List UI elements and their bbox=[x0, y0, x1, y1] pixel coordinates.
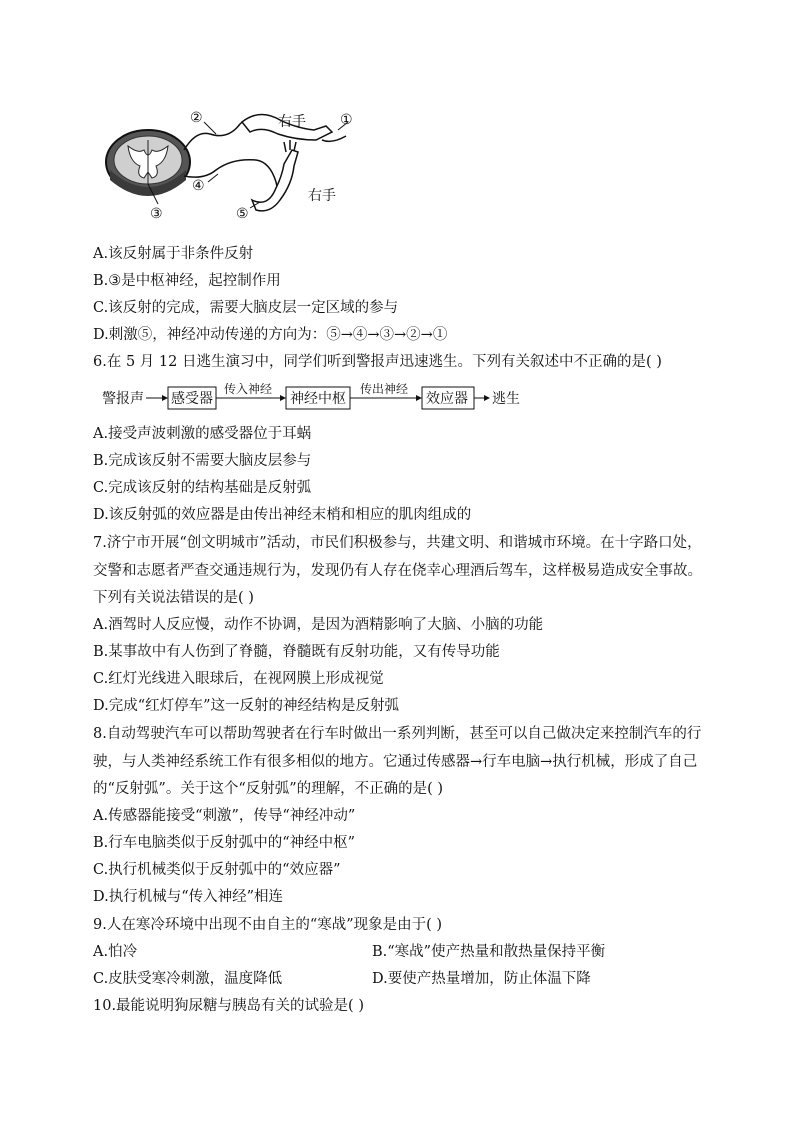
label-n2: ② bbox=[190, 110, 203, 126]
q9-option-a: A.怕冷 bbox=[93, 944, 138, 960]
q8-stem-line1: 8.自动驾驶汽车可以帮助驾驶者在行车时做出一系列判断，甚至可以自己做决定来控制汽车的行 bbox=[93, 726, 702, 742]
q9-option-b: B.“寒战”使产热量和散热量保持平衡 bbox=[372, 944, 606, 960]
q5-option-d: D.刺激⑤，神经冲动传递的方向为：⑤→④→③→②→① bbox=[93, 327, 448, 343]
spinal-cord-section bbox=[106, 130, 190, 196]
q8-option-c: C.执行机械类似于反射弧中的“效应器” bbox=[93, 862, 341, 878]
q9-option-c: C.皮肤受寒冷刺激，温度降低 bbox=[93, 971, 283, 987]
label-right-hand-bottom: 右手 bbox=[308, 188, 336, 204]
q9-option-d: D.要使产热量增加，防止体温下降 bbox=[372, 971, 591, 987]
q7-option-d: D.完成“红灯停车”这一反射的神经结构是反射弧 bbox=[93, 698, 400, 714]
q6-option-b: B.完成该反射不需要大脑皮层参与 bbox=[93, 453, 312, 469]
flow-arrow1: 传入神经 bbox=[224, 383, 273, 396]
q5-option-c: C.该反射的完成，需要大脑皮层一定区域的参与 bbox=[93, 300, 399, 316]
q6-flow-diagram bbox=[100, 383, 530, 413]
q9-stem: 9.人在寒冷环境中出现不由自主的“寒战”现象是由于( ) bbox=[93, 917, 443, 933]
q5-option-a: A.该反射属于非条件反射 bbox=[93, 246, 254, 262]
q10-stem: 10.最能说明狗尿糖与胰岛有关的试验是( ) bbox=[93, 998, 364, 1014]
q7-option-c: C.红灯光线进入眼球后，在视网膜上形成视觉 bbox=[93, 671, 384, 687]
label-right-hand-top: 右手 bbox=[278, 114, 306, 130]
flow-start: 警报声 bbox=[102, 391, 144, 407]
q7-stem-line3: 下列有关说法错误的是( ) bbox=[93, 590, 254, 606]
label-n3: ③ bbox=[150, 206, 163, 222]
flow-box1: 感受器 bbox=[171, 391, 213, 407]
q8-option-a: A.传感器能接受“刺激”，传导“神经冲动” bbox=[93, 808, 356, 824]
label-n5: ⑤ bbox=[236, 206, 249, 222]
q7-option-b: B.某事故中有人伤到了脊髓，脊髓既有反射功能，又有传导功能 bbox=[93, 644, 500, 660]
q8-stem-line2: 驶，与人类神经系统工作有很多相似的地方。它通过传感器→行车电脑→执行机械，形成了自己 bbox=[93, 754, 698, 770]
flow-box2: 神经中枢 bbox=[290, 391, 346, 407]
reflex-arc-figure bbox=[100, 100, 370, 230]
flow-arrow2: 传出神经 bbox=[360, 383, 409, 396]
q5-option-b: B.③是中枢神经，起控制作用 bbox=[93, 273, 281, 289]
flow-box3: 效应器 bbox=[426, 391, 468, 407]
q7-option-a: A.酒驾时人反应慢，动作不协调，是因为酒精影响了大脑、小脑的功能 bbox=[93, 617, 544, 633]
q7-stem-line2: 交警和志愿者严查交通违规行为，发现仍有人存在侥幸心理酒后驾车，这样极易造成安全事故。 bbox=[93, 563, 702, 579]
q8-stem-line3: 的“反射弧”。关于这个“反射弧”的理解，不正确的是( ) bbox=[93, 781, 444, 797]
q6-stem: 6.在 5 月 12 日逃生演习中，同学们听到警报声迅速逃生。下列有关叙述中不正确的是( ) bbox=[93, 354, 662, 370]
q6-option-c: C.完成该反射的结构基础是反射弧 bbox=[93, 480, 312, 496]
q7-stem-line1: 7.济宁市开展“创文明城市”活动，市民们积极参与，共建文明、和谐城市环境。在十字路口处， bbox=[93, 535, 702, 551]
label-n4: ④ bbox=[192, 178, 205, 194]
q8-option-d: D.执行机械与“传入神经”相连 bbox=[93, 889, 284, 905]
q8-option-b: B.行车电脑类似于反射弧中的“神经中枢” bbox=[93, 835, 356, 851]
q6-option-a: A.接受声波刺激的感受器位于耳蜗 bbox=[93, 426, 312, 442]
flow-end: 逃生 bbox=[492, 391, 520, 407]
q6-option-d: D.该反射弧的效应器是由传出神经末梢和相应的肌肉组成的 bbox=[93, 507, 472, 523]
label-n1: ① bbox=[340, 112, 353, 128]
